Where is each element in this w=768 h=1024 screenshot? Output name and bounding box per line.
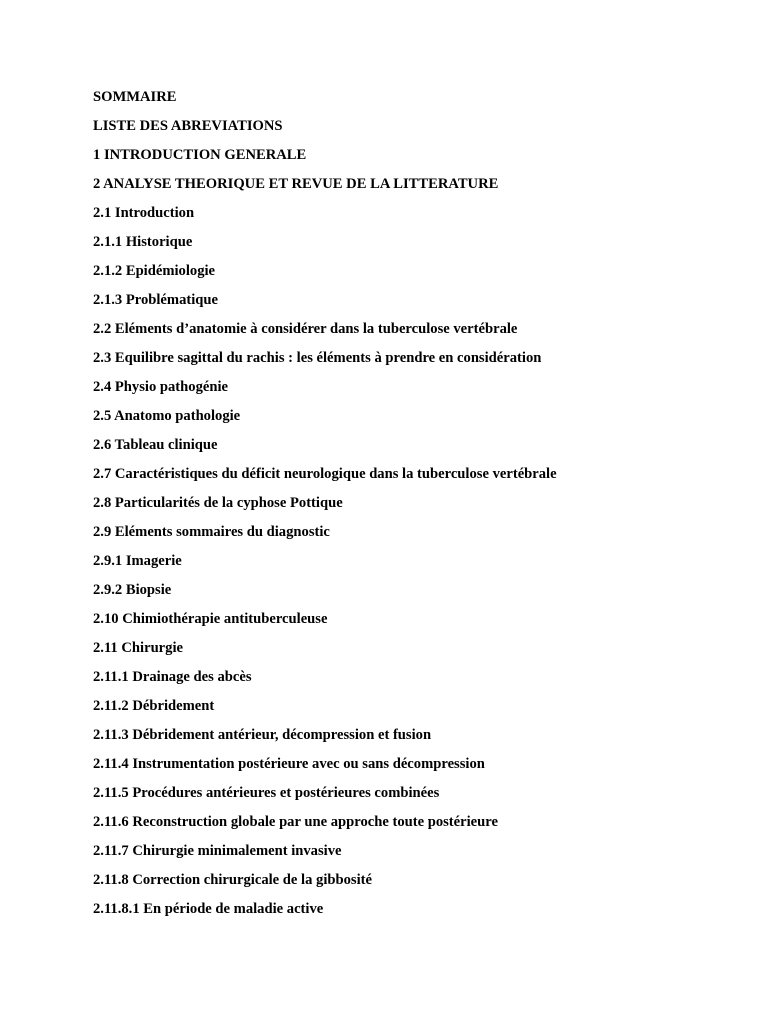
toc-entry: 2.1 Introduction xyxy=(93,205,195,221)
toc-entry: 2.9 Eléments sommaires du diagnostic xyxy=(93,524,330,540)
toc-entry: 2.11.2 Débridement xyxy=(93,698,215,714)
toc-entry: 2.11.1 Drainage des abcès xyxy=(93,669,252,685)
toc-entry: 2.8 Particularités de la cyphose Pottique xyxy=(93,495,343,511)
toc-entry: 2.7 Caractéristiques du déficit neurologique dans la tuberculose vertébrale xyxy=(93,466,557,482)
toc-entry: SOMMAIRE xyxy=(93,89,177,105)
toc-entry: 2.9.1 Imagerie xyxy=(93,553,182,569)
toc-entry: 2.11.8 Correction chirurgicale de la gibbosité xyxy=(93,872,373,888)
toc-entry: 2.11.3 Débridement antérieur, décompression et fusion xyxy=(93,727,432,743)
toc-entry: 2.11.4 Instrumentation postérieure avec ou sans décompression xyxy=(93,756,485,772)
toc-entry: 1 INTRODUCTION GENERALE xyxy=(93,147,307,163)
toc-entry: 2.10 Chimiothérapie antituberculeuse xyxy=(93,611,328,627)
table-of-contents xyxy=(93,86,557,927)
toc-entry: 2.4 Physio pathogénie xyxy=(93,379,229,395)
toc-entry: 2.1.1 Historique xyxy=(93,234,193,250)
toc-entry: 2.6 Tableau clinique xyxy=(93,437,218,453)
toc-entry: LISTE DES ABREVIATIONS xyxy=(93,118,283,134)
toc-entry: 2.11.5 Procédures antérieures et postérieures combinées xyxy=(93,785,440,801)
toc-entry: 2.11.6 Reconstruction globale par une approche toute postérieure xyxy=(93,814,498,830)
toc-entry: 2 ANALYSE THEORIQUE ET REVUE DE LA LITTERATURE xyxy=(93,176,499,192)
toc-entry: 2.3 Equilibre sagittal du rachis : les éléments à prendre en considération xyxy=(93,350,542,366)
toc-entry: 2.1.3 Problématique xyxy=(93,292,218,308)
toc-entry: 2.11.7 Chirurgie minimalement invasive xyxy=(93,843,342,859)
toc-entry: 2.11.8.1 En période de maladie active xyxy=(93,901,324,917)
toc-entry: 2.5 Anatomo pathologie xyxy=(93,408,241,424)
toc-entry: 2.9.2 Biopsie xyxy=(93,582,172,598)
toc-entry: 2.2 Eléments d’anatomie à considérer dans la tuberculose vertébrale xyxy=(93,321,518,337)
toc-entry: 2.1.2 Epidémiologie xyxy=(93,263,216,279)
toc-entry: 2.11 Chirurgie xyxy=(93,640,183,656)
